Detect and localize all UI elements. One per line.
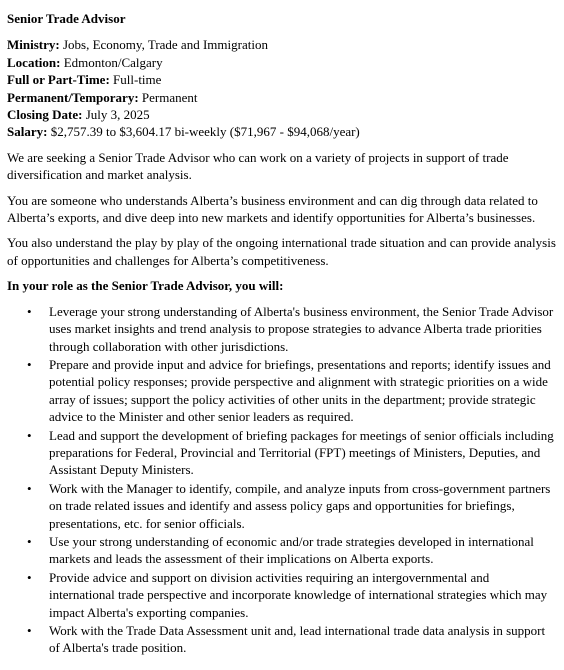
job-title: Senior Trade Advisor [7,11,126,26]
trade-situation-paragraph: You also understand the play by play of the ongoing international trade situation and can provide analysis of opportunities and challenges for Alberta’s competitiveness. [7,235,556,268]
ministry-row [7,36,558,53]
salary-value: $2,757.39 to $3,604.17 bi-weekly ($71,967 - $94,068/year) [47,124,360,140]
list-item [7,356,558,426]
job-details [7,36,558,140]
list-item [7,622,558,657]
bullet-icon: • [27,427,32,443]
duty-text: Provide advice and support on division activities requiring an intergovernmental and international trade perspective and incorporate knowledge of international strategies which may impact Alberta's exporting companies. [49,569,548,620]
bullet-icon: • [27,480,32,496]
bullet-icon: • [27,623,32,638]
intro-paragraph: We are seeking a Senior Trade Advisor who can work on a variety of projects in support of trade diversification and market analysis. [7,149,509,183]
role-heading: In your role as the Senior Trade Advisor, you will: [7,278,284,294]
location-label: Location: [7,54,61,70]
ministry-value: Jobs, Economy, Trade and Immigration [59,37,268,53]
bullet-icon: • [27,533,32,549]
salary-label: Salary: [7,124,48,140]
location-row [7,54,558,71]
closing-date-row [7,106,558,123]
list-item [7,533,558,568]
closing-date-label: Closing Date: [7,107,83,123]
closing-date-value: July 3, 2025 [82,107,150,123]
employment-type-value: Full-time [109,72,162,88]
duty-text: Leverage your strong understanding of Alberta's business environment, the Senior Trade Advisor uses market insights and trend analysis to propose strategies to advance Alberta trade priorities through collaboration with other jurisdictions. [49,303,554,354]
list-item [7,480,558,532]
list-item [7,427,558,479]
employment-type-label: Full or Part-Time: [7,72,110,88]
duty-text: Use your strong understanding of economic and/or trade strategies developed in international markets and leads the assessment of their implications on Alberta exports. [49,533,534,567]
duty-text: Prepare and provide input and advice for briefings, presentations and reports; identify issues and potential policy responses; provide perspective and alignment with strategic priorities on a wide array of issues; support the policy activities of other units in the department; provide strategic advice to the Minister and other senior leaders as required. [49,356,551,425]
list-item [7,303,558,355]
candidate-paragraph: You are someone who understands Alberta’s business environment and can dig through data related to Alberta’s exports, and dive deep into new markets and identify opportunities for Alberta’s businesses. [7,192,538,226]
term-row [7,89,558,106]
term-value: Permanent [138,89,198,105]
bullet-icon: • [27,303,32,319]
location-value: Edmonton/Calgary [60,54,163,70]
ministry-label: Ministry: [7,37,60,53]
duty-text: Lead and support the development of briefing packages for meetings of senior officials including preparations for Federal, Provincial and Territorial (FPT) meetings of Ministers, Deputies, and Assistant Deputy Ministers. [49,427,554,478]
duty-text: Work with the Manager to identify, compile, and analyze inputs from cross-government partners on trade related issues and identify and assess policy gaps and opportunities for briefings, presentations, etc. for senior officials. [49,480,551,531]
bullet-icon: • [27,569,32,585]
salary-row [7,123,558,140]
duties-list [7,303,558,657]
bullet-icon: • [27,356,32,372]
list-item [7,569,558,621]
duty-text: Work with the Trade Data Assessment unit and, lead international trade data analysis in support of Alberta's trade position. [49,623,546,656]
term-label: Permanent/Temporary: [7,89,139,105]
employment-type-row [7,71,558,88]
